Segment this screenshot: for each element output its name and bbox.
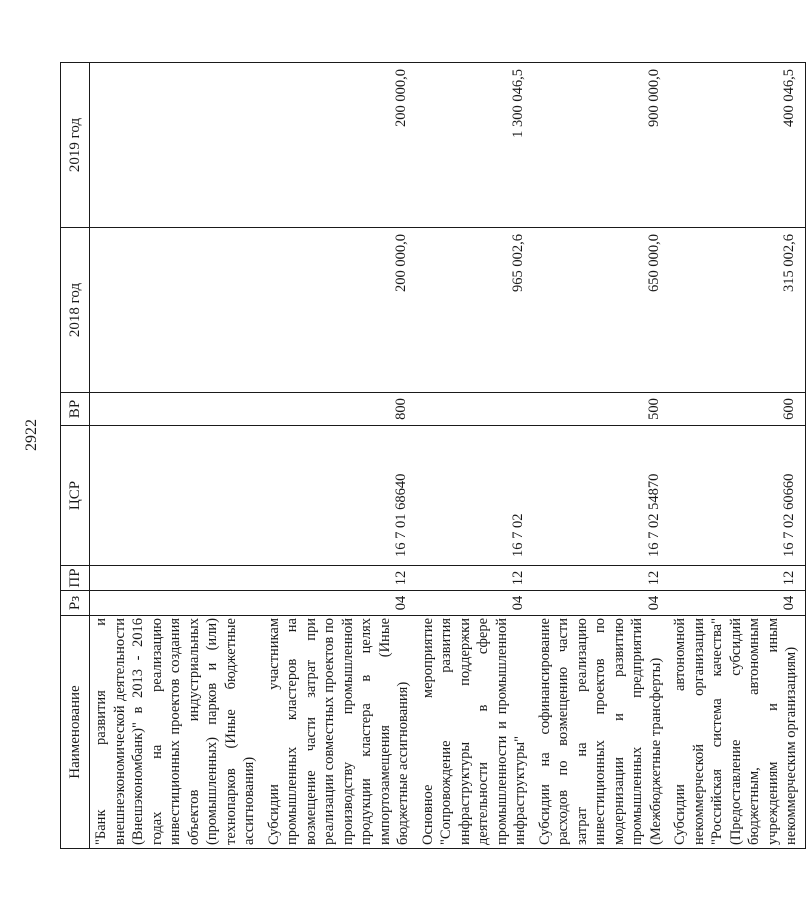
page-number: 2922 xyxy=(23,419,40,451)
table-row xyxy=(417,63,534,849)
table-row xyxy=(263,63,417,849)
row-pr xyxy=(90,566,263,591)
row-2018: 200 000,0 xyxy=(263,228,417,393)
row-2018 xyxy=(90,228,263,393)
row-csr: 16 7 01 68640 xyxy=(263,426,417,566)
row-pr: 12 xyxy=(417,566,534,591)
header-2019: 2019 год xyxy=(61,63,90,228)
row-name: Основное мероприятие "Сопровождение развития инфраструктуры поддержки деятельности в сфере промышленности и промышленной инфраструктуры" xyxy=(417,616,534,849)
row-vr xyxy=(90,393,263,426)
row-rz: 04 xyxy=(417,591,534,616)
row-2019: 400 046,5 xyxy=(669,63,805,228)
header-2018: 2018 год xyxy=(61,228,90,393)
row-csr: 16 7 02 54870 xyxy=(534,426,670,566)
header-name: Наименование xyxy=(61,616,90,849)
row-pr: 12 xyxy=(263,566,417,591)
table-row xyxy=(90,63,263,849)
table-row xyxy=(669,63,805,849)
row-name: Субсидии участникам промышленных кластеров на возмещение части затрат при реализации совместных проектов по производству промышленной продукции кластера в целях импортозамещения (Иные бюджетные ассигнования) xyxy=(263,616,417,849)
row-rz: 04 xyxy=(534,591,670,616)
row-csr: 16 7 02 60660 xyxy=(669,426,805,566)
row-pr: 12 xyxy=(669,566,805,591)
header-csr: ЦСР xyxy=(61,426,90,566)
header-pr: ПР xyxy=(61,566,90,591)
row-vr: 600 xyxy=(669,393,805,426)
row-pr: 12 xyxy=(534,566,670,591)
row-rz xyxy=(90,591,263,616)
row-vr xyxy=(417,393,534,426)
row-2018: 315 002,6 xyxy=(669,228,805,393)
header-rz: Рз xyxy=(61,591,90,616)
row-vr: 800 xyxy=(263,393,417,426)
row-2018: 650 000,0 xyxy=(534,228,670,393)
row-vr: 500 xyxy=(534,393,670,426)
header-vr: ВР xyxy=(61,393,90,426)
row-2019 xyxy=(90,63,263,228)
row-name: "Банк развития и внешнеэкономической деятельности (Внешэкономбанк)" в 2013 - 2016 годах на реализацию инвестиционных проектов создания объектов индустриальных (промышленных) парков и (или) технопарков (Иные бюджетные ассигнования) xyxy=(90,616,263,849)
row-name: Субсидии на софинансирование расходов по возмещению части затрат на реализацию инвестиционных проектов по модернизации и развитию промышленных предприятий (Межбюджетные трансферты) xyxy=(534,616,670,849)
row-name: Субсидии автономной некоммерческой организации "Российская система качества" (Предоставление субсидий бюджетным, автономным учреждениям и иным некоммерческим организациям) xyxy=(669,616,805,849)
table-row xyxy=(534,63,670,849)
row-csr: 16 7 02 xyxy=(417,426,534,566)
row-2019: 1 300 046,5 xyxy=(417,63,534,228)
budget-table xyxy=(60,62,806,849)
row-csr xyxy=(90,426,263,566)
row-2019: 200 000,0 xyxy=(263,63,417,228)
header-row xyxy=(61,63,90,849)
row-2019: 900 000,0 xyxy=(534,63,670,228)
row-2018: 965 002,6 xyxy=(417,228,534,393)
row-rz: 04 xyxy=(263,591,417,616)
row-rz: 04 xyxy=(669,591,805,616)
